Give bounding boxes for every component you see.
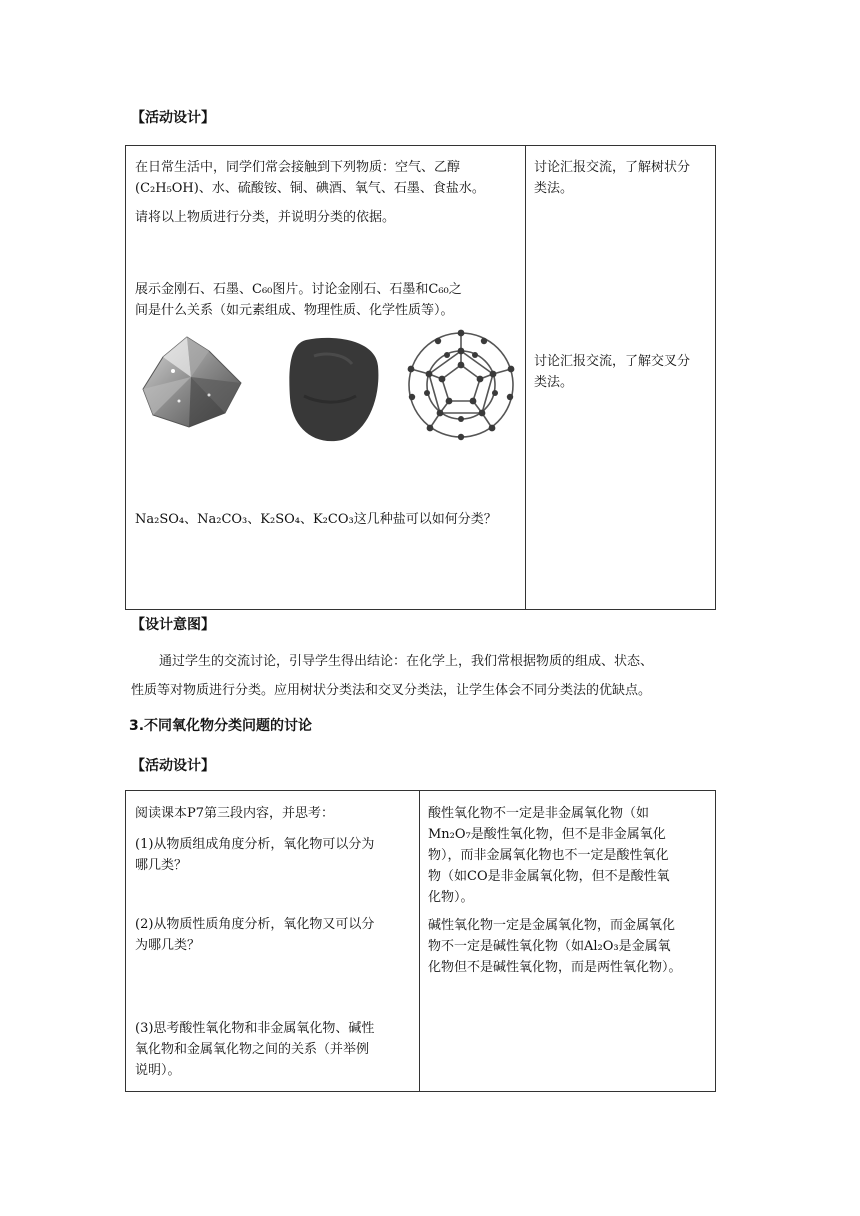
activity-table-1-left xyxy=(126,146,525,609)
text-line: (C₂H₅OH)、水、硫酸铵、铜、碘酒、氧气、石墨、食盐水。 xyxy=(135,181,485,196)
text-line: 阅读课本P7第三段内容，并思考： xyxy=(135,806,335,821)
text-line: (2)从物质性质角度分析，氧化物又可以分 xyxy=(135,917,375,932)
activity-table-2 xyxy=(125,790,716,1092)
text-line: 讨论汇报交流，了解交叉分 xyxy=(534,354,691,369)
design-intent-heading: 【设计意图】 xyxy=(131,617,215,633)
text-line: Na₂SO₄、Na₂CO₃、K₂SO₄、K₂CO₃这几种盐可以如何分类？ xyxy=(135,512,497,527)
text-line: 说明）。 xyxy=(135,1063,181,1078)
diamond-image xyxy=(139,331,245,431)
text-line: 物不一定是碱性氧化物（如Al₂O₃是金属氧 xyxy=(428,939,671,954)
text-line: 讨论汇报交流，了解树状分 xyxy=(534,160,691,175)
design-intent-line-2: 性质等对物质进行分类。应用树状分类法和交叉分类法，让学生体会不同分类法的优缺点。 xyxy=(131,683,652,698)
text-line: 化物但不是碱性氧化物，而是两性氧化物）。 xyxy=(428,960,682,975)
text-line: 类法。 xyxy=(534,375,574,390)
text-line: 化物）。 xyxy=(428,890,474,905)
text-line: 碱性氧化物一定是金属氧化物，而金属氧化 xyxy=(428,918,676,933)
text-line: 类法。 xyxy=(534,181,574,196)
text-line: (1)从物质组成角度分析，氧化物可以分为 xyxy=(135,837,375,852)
text-line: 为哪几类？ xyxy=(135,938,201,953)
graphite-image xyxy=(286,336,382,444)
text-line: 氧化物和金属氧化物之间的关系（并举例 xyxy=(135,1042,370,1057)
activity-table-1-right xyxy=(525,146,715,609)
design-intent-line-1: 通过学生的交流讨论，引导学生得出结论：在化学上，我们常根据物质的组成、状态、 xyxy=(159,654,654,669)
activity-table-2-left xyxy=(126,791,419,1091)
text-line: 物），而非金属氧化物也不一定是酸性氧化 xyxy=(428,848,669,863)
text-line: 展示金刚石、石墨、C₆₀图片。讨论金刚石、石墨和C₆₀之 xyxy=(135,282,462,297)
text-line: Mn₂O₇是酸性氧化物，但不是非金属氧化 xyxy=(428,827,666,842)
text-line: 酸性氧化物不一定是非金属氧化物（如 xyxy=(428,806,650,821)
text-line: 在日常生活中，同学们常会接触到下列物质：空气、乙醇 xyxy=(135,160,461,175)
text-line: 请将以上物质进行分类，并说明分类的依据。 xyxy=(135,210,396,225)
c60-model-image xyxy=(404,327,518,443)
activity-table-1 xyxy=(125,145,716,610)
text-line: 物（如CO是非金属氧化物，但不是酸性氧 xyxy=(428,869,670,884)
activity-design-heading-2: 【活动设计】 xyxy=(131,758,215,774)
section-3-title: 3.不同氧化物分类问题的讨论 xyxy=(129,718,313,734)
text-line: 哪几类？ xyxy=(135,858,188,873)
text-line: 间是什么关系（如元素组成、物理性质、化学性质等）。 xyxy=(135,303,454,318)
text-line: (3)思考酸性氧化物和非金属氧化物、碱性 xyxy=(135,1021,375,1036)
activity-table-2-right xyxy=(419,791,715,1091)
activity-design-heading: 【活动设计】 xyxy=(131,110,215,126)
